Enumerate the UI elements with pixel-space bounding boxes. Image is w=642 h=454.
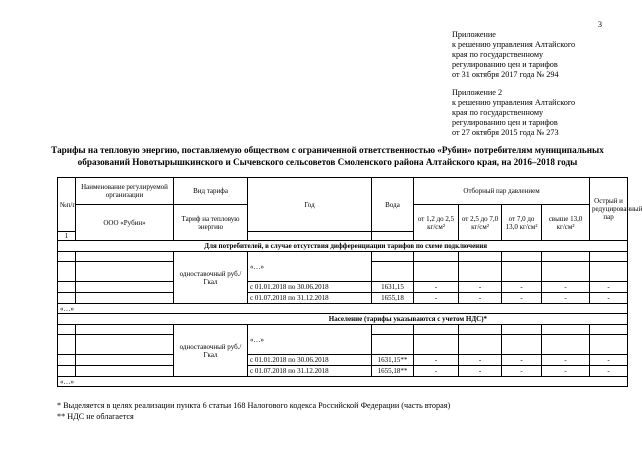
header-num: №п/п [58,178,76,232]
header-steam-col-2: от 2,5 до 7,0 кг/см² [459,205,502,241]
appendix-1-line: к решению управления Алтайского [452,40,576,49]
org-name: ООО «Рубин» [76,205,174,241]
appendix-2-line: от 27 октября 2015 года № 273 [452,128,559,137]
section-1-ellipsis: «…» [248,252,372,282]
tariffs-table [57,177,642,387]
section-2-after: «…» [58,377,628,387]
section-1-title: Для потребителей, в случае отсутствия дифференциации тарифов по схеме подключения [58,241,628,252]
table-row: с 01.07.2018 по 31.12.2018 1655,18** - - - - - [58,366,628,377]
water-tariff: 1631,15 [372,282,414,293]
section-1-label: одноставочный руб./Гкал [174,252,248,304]
tariff-type: Тариф на тепловую энергию [174,205,248,241]
org-num: 1 [58,232,76,241]
header-steam-col-3: от 7,0 до 13,0 кг/см² [502,205,542,241]
appendix-2-line: края по государственному [452,108,544,117]
appendix-2-line: к решению управления Алтайского [452,98,576,107]
header-tariff-type: Вид тарифа [174,178,248,205]
footnote-no-vat: ** НДС не облагается [57,412,134,421]
section-2-label: одноставочный руб./Гкал [174,325,248,377]
page-number: 3 [598,20,602,29]
title-line: Тарифы на тепловую энергию, поставляемую обществом с ограниченной ответственностью «Рубин» потребителям муниципальных [51,145,604,155]
section-2-title: Население (тарифы указываются с учетом НДС)* [58,314,628,325]
header-year: Год [248,178,372,232]
water-tariff: 1631,15** [372,355,414,366]
section-1-after: «…» [58,304,628,314]
appendix-2-line: регулированию цен и тарифов [452,118,558,127]
period: с 01.07.2018 по 31.12.2018 [248,293,372,304]
appendix-1-line: Приложение [452,30,496,39]
title-line: образований Новотырышкинского и Сычевского сельсоветов Смоленского района Алтайского края, на 2016–2018 годы [77,156,578,167]
header-steam-col-1: от 1,2 до 2,5 кг/см² [414,205,459,241]
water-tariff: 1655,18** [372,366,414,377]
appendix-2-line: Приложение 2 [452,88,503,97]
table-row: с 01.01.2018 по 30.06.2018 1631,15** - - - - - [58,355,628,366]
appendix-1-line: от 31 октября 2017 года № 294 [452,70,559,79]
document-title [40,145,615,168]
header-org: Наименование регулируемой организации [76,178,174,205]
appendix-1-line: регулированию цен и тарифов [452,60,558,69]
section-2-ellipsis: «…» [248,325,372,355]
appendix-1-block [452,30,622,80]
period: с 01.01.2018 по 30.06.2018 [248,355,372,366]
header-water: Вода [372,178,414,232]
table-row: с 01.01.2018 по 30.06.2018 1631,15 - - - - - [58,282,628,293]
water-tariff: 1655,18 [372,293,414,304]
header-steam: Отборный пар давлением [414,178,590,205]
period: с 01.01.2018 по 30.06.2018 [248,282,372,293]
footnote-vat: * Выделяется в целях реализации пункта 6 статьи 168 Налогового кодекса Российской Федерации (часть вторая) [57,401,451,410]
appendix-1-line: края по государственному [452,50,544,59]
appendix-2-block [452,88,622,138]
header-sharp-steam: Острый и редуцированный пар [590,178,628,241]
header-steam-col-4: свыше 13,0 кг/см² [542,205,590,241]
table-row: с 01.07.2018 по 31.12.2018 1655,18 - - - - - [58,293,628,304]
period: с 01.07.2018 по 31.12.2018 [248,366,372,377]
